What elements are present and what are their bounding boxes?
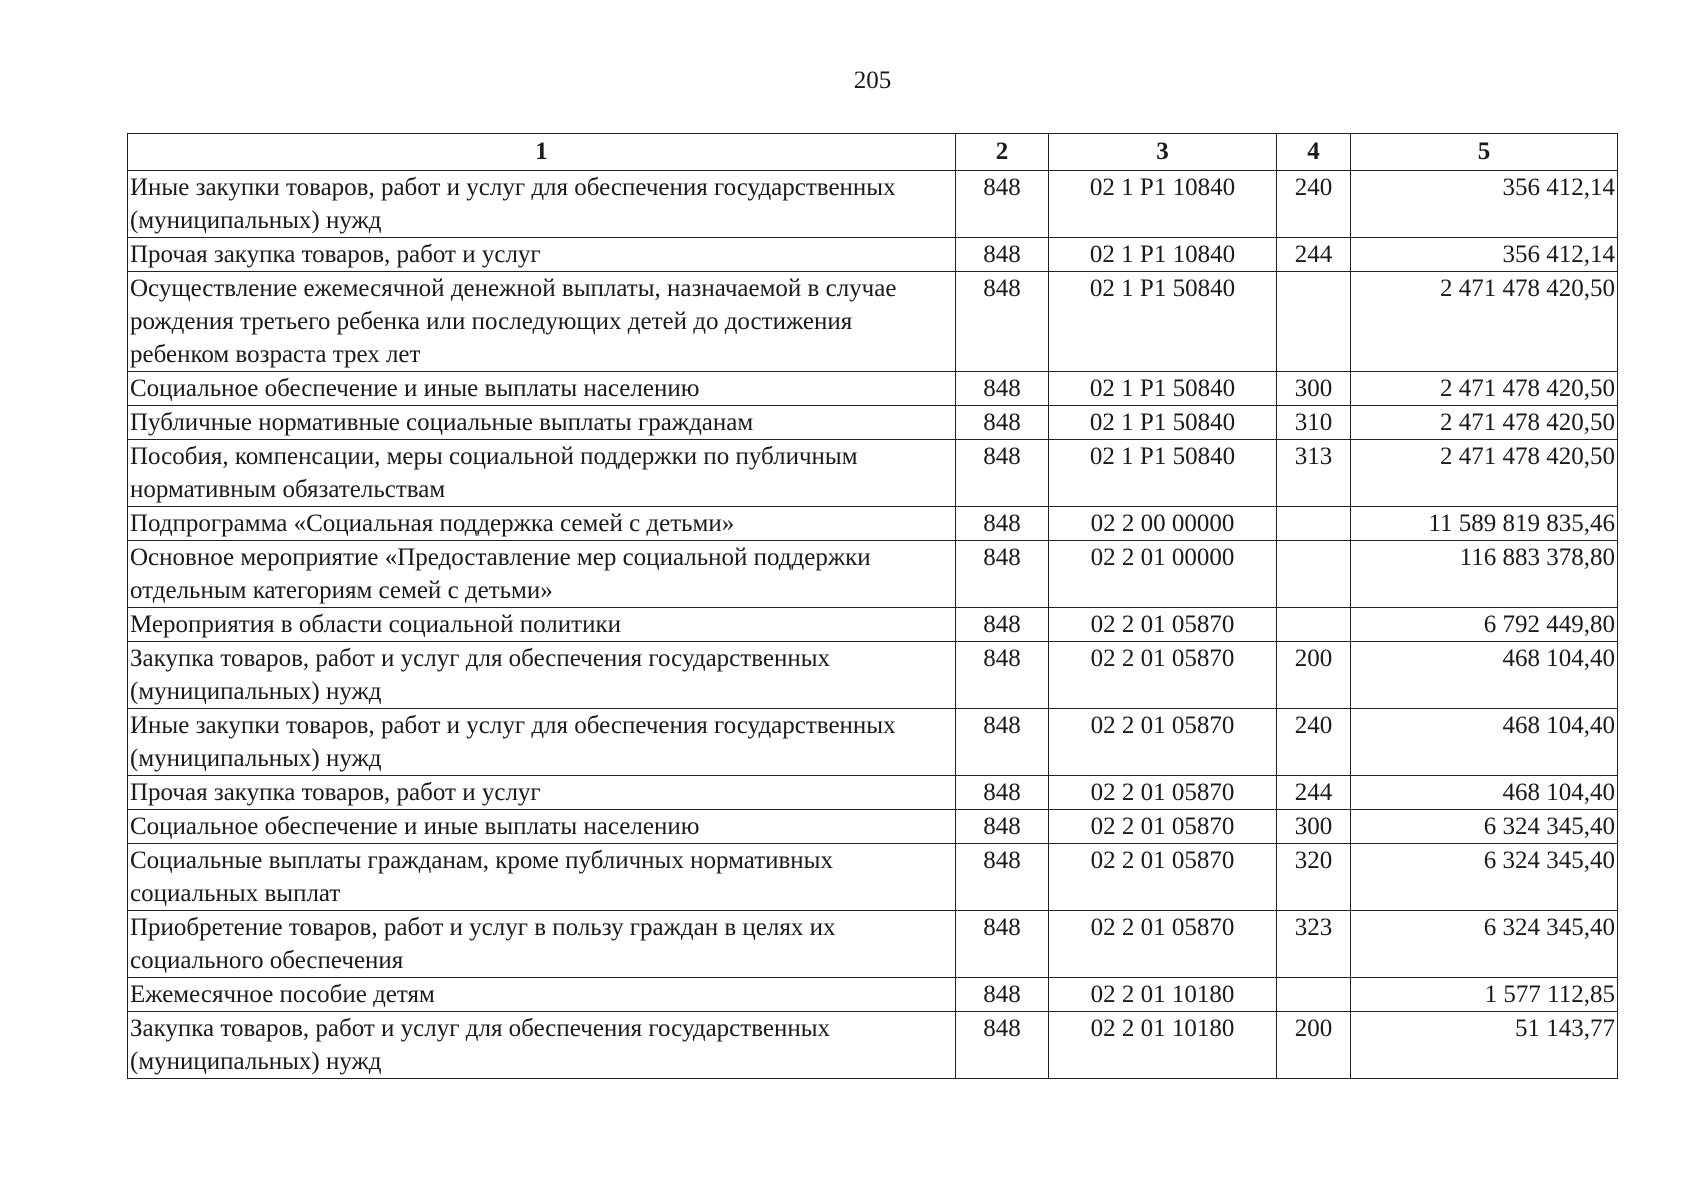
row-sum: 6 324 345,40	[1351, 844, 1618, 911]
row-sum: 1 577 112,85	[1351, 978, 1618, 1012]
row-cs: 02 2 01 10180	[1049, 978, 1277, 1012]
table-row	[128, 709, 1618, 776]
row-gr: 848	[956, 507, 1049, 541]
page-number: 205	[853, 67, 892, 94]
row-cs: 02 1 P1 50840	[1049, 272, 1277, 372]
row-cs: 02 1 P1 50840	[1049, 372, 1277, 406]
row-gr: 848	[956, 272, 1049, 372]
row-name: Пособия, компенсации, меры социальной поддержки по публичным нормативным обязательствам	[128, 440, 956, 507]
row-gr: 848	[956, 709, 1049, 776]
row-vr: 323	[1277, 911, 1351, 978]
table-row	[128, 978, 1618, 1012]
row-name: Подпрограмма «Социальная поддержка семей с детьми»	[128, 507, 956, 541]
row-gr: 848	[956, 171, 1049, 238]
row-name: Основное мероприятие «Предоставление мер социальной поддержки отдельным категориям семей с детьми»	[128, 541, 956, 608]
table-row	[128, 238, 1618, 272]
table-row	[128, 272, 1618, 372]
row-sum: 51 143,77	[1351, 1012, 1618, 1079]
row-gr: 848	[956, 608, 1049, 642]
row-vr: 200	[1277, 1012, 1351, 1079]
row-cs: 02 2 01 05870	[1049, 911, 1277, 978]
row-sum: 11 589 819 835,46	[1351, 507, 1618, 541]
row-cs: 02 2 01 05870	[1049, 709, 1277, 776]
row-vr	[1277, 507, 1351, 541]
table-body	[128, 171, 1618, 1079]
row-gr: 848	[956, 810, 1049, 844]
row-cs: 02 2 01 00000	[1049, 541, 1277, 608]
row-gr: 848	[956, 978, 1049, 1012]
row-name: Осуществление ежемесячной денежной выплаты, назначаемой в случае рождения третьего ребенка или последующих детей до достижения ребенком возраста трех лет	[128, 272, 956, 372]
row-vr: 244	[1277, 238, 1351, 272]
row-cs: 02 2 01 05870	[1049, 642, 1277, 709]
row-name: Прочая закупка товаров, работ и услуг	[128, 238, 956, 272]
row-name: Прочая закупка товаров, работ и услуг	[128, 776, 956, 810]
row-name: Иные закупки товаров, работ и услуг для обеспечения государственных (муниципальных) нужд	[128, 709, 956, 776]
row-vr	[1277, 608, 1351, 642]
row-sum: 356 412,14	[1351, 171, 1618, 238]
header-col-4: 4	[1277, 134, 1351, 171]
row-name: Закупка товаров, работ и услуг для обеспечения государственных (муниципальных) нужд	[128, 1012, 956, 1079]
row-sum: 116 883 378,80	[1351, 541, 1618, 608]
table-row	[128, 642, 1618, 709]
row-sum: 6 324 345,40	[1351, 911, 1618, 978]
row-gr: 848	[956, 406, 1049, 440]
row-vr: 310	[1277, 406, 1351, 440]
row-vr: 300	[1277, 372, 1351, 406]
row-sum: 2 471 478 420,50	[1351, 272, 1618, 372]
table-row	[128, 810, 1618, 844]
row-name: Социальные выплаты гражданам, кроме публичных нормативных социальных выплат	[128, 844, 956, 911]
row-gr: 848	[956, 238, 1049, 272]
row-name: Иные закупки товаров, работ и услуг для обеспечения государственных (муниципальных) нужд	[128, 171, 956, 238]
table-row	[128, 507, 1618, 541]
row-vr	[1277, 272, 1351, 372]
row-gr: 848	[956, 911, 1049, 978]
row-sum: 468 104,40	[1351, 709, 1618, 776]
table-header-row	[128, 134, 1618, 171]
row-vr	[1277, 978, 1351, 1012]
row-cs: 02 2 01 05870	[1049, 776, 1277, 810]
table-row	[128, 440, 1618, 507]
header-col-5: 5	[1351, 134, 1618, 171]
row-sum: 6 792 449,80	[1351, 608, 1618, 642]
table-row	[128, 541, 1618, 608]
row-vr: 240	[1277, 709, 1351, 776]
row-cs: 02 1 P1 50840	[1049, 406, 1277, 440]
row-cs: 02 2 00 00000	[1049, 507, 1277, 541]
row-name: Публичные нормативные социальные выплаты гражданам	[128, 406, 956, 440]
table-row	[128, 911, 1618, 978]
row-name: Социальное обеспечение и иные выплаты населению	[128, 810, 956, 844]
row-vr: 240	[1277, 171, 1351, 238]
table-row	[128, 844, 1618, 911]
row-vr: 300	[1277, 810, 1351, 844]
row-name: Ежемесячное пособие детям	[128, 978, 956, 1012]
row-sum: 356 412,14	[1351, 238, 1618, 272]
table-row	[128, 372, 1618, 406]
row-sum: 468 104,40	[1351, 776, 1618, 810]
row-sum: 2 471 478 420,50	[1351, 406, 1618, 440]
table-row	[128, 776, 1618, 810]
row-cs: 02 2 01 05870	[1049, 810, 1277, 844]
row-vr: 200	[1277, 642, 1351, 709]
row-cs: 02 1 P1 10840	[1049, 171, 1277, 238]
row-sum: 2 471 478 420,50	[1351, 440, 1618, 507]
table-row	[128, 171, 1618, 238]
budget-table	[127, 133, 1618, 1079]
row-sum: 468 104,40	[1351, 642, 1618, 709]
row-gr: 848	[956, 372, 1049, 406]
row-vr: 244	[1277, 776, 1351, 810]
header-col-1: 1	[128, 134, 956, 171]
row-name: Социальное обеспечение и иные выплаты населению	[128, 372, 956, 406]
row-cs: 02 1 P1 10840	[1049, 238, 1277, 272]
header-col-3: 3	[1049, 134, 1277, 171]
row-cs: 02 1 P1 50840	[1049, 440, 1277, 507]
row-vr: 313	[1277, 440, 1351, 507]
row-name: Закупка товаров, работ и услуг для обеспечения государственных (муниципальных) нужд	[128, 642, 956, 709]
row-vr	[1277, 541, 1351, 608]
row-name: Мероприятия в области социальной политики	[128, 608, 956, 642]
row-cs: 02 2 01 10180	[1049, 1012, 1277, 1079]
row-gr: 848	[956, 1012, 1049, 1079]
row-gr: 848	[956, 541, 1049, 608]
row-sum: 2 471 478 420,50	[1351, 372, 1618, 406]
row-gr: 848	[956, 440, 1049, 507]
table-row	[128, 1012, 1618, 1079]
table-row	[128, 406, 1618, 440]
table-row	[128, 608, 1618, 642]
row-gr: 848	[956, 844, 1049, 911]
row-gr: 848	[956, 776, 1049, 810]
header-col-2: 2	[956, 134, 1049, 171]
row-sum: 6 324 345,40	[1351, 810, 1618, 844]
row-cs: 02 2 01 05870	[1049, 608, 1277, 642]
row-name: Приобретение товаров, работ и услуг в пользу граждан в целях их социального обеспечения	[128, 911, 956, 978]
row-cs: 02 2 01 05870	[1049, 844, 1277, 911]
row-vr: 320	[1277, 844, 1351, 911]
row-gr: 848	[956, 642, 1049, 709]
